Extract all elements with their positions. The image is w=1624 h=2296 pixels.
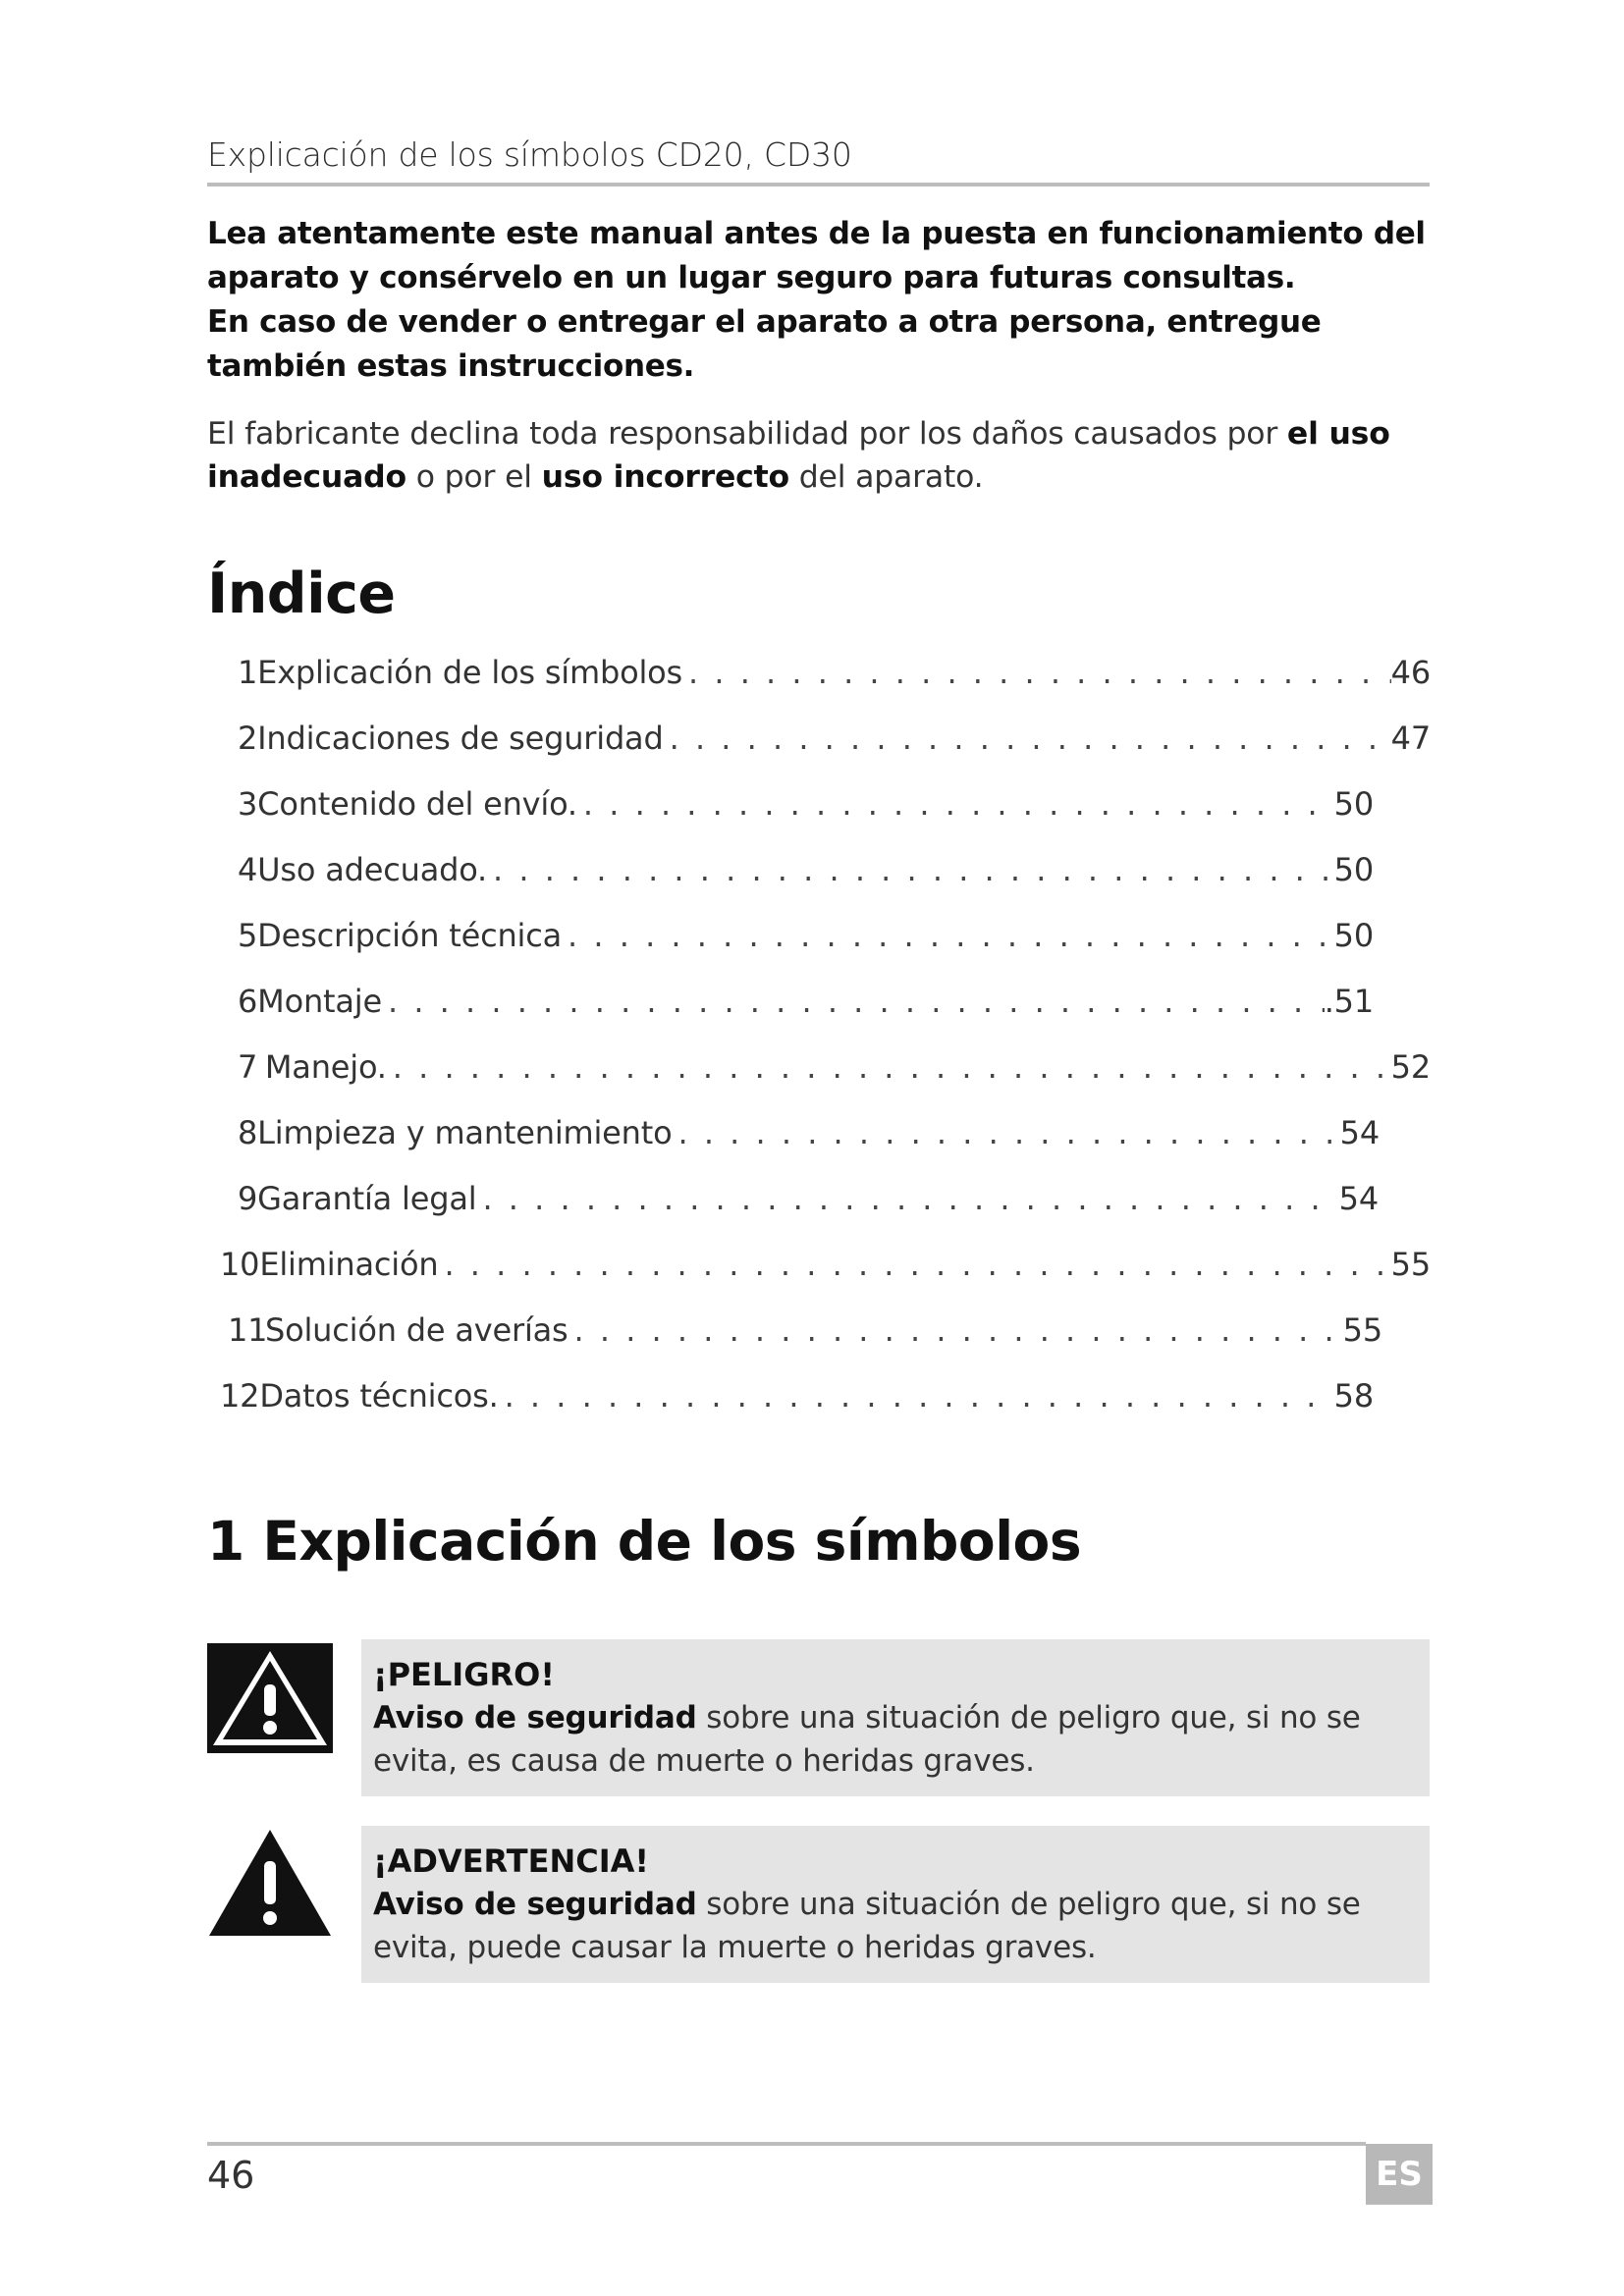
- toc-entry-page: 46: [1390, 654, 1431, 691]
- toc-entry-number: 4: [238, 851, 258, 888]
- toc-entry-title: Descripción técnica: [257, 917, 563, 954]
- toc-dot-leader: [568, 1311, 1343, 1349]
- toc-entry-number: 12: [220, 1377, 260, 1415]
- danger-lead: Aviso de seguridad: [373, 1700, 697, 1735]
- toc-entry-number: 7: [238, 1048, 258, 1086]
- toc-entry-number: 11: [228, 1311, 268, 1349]
- language-badge: ES: [1366, 2144, 1433, 2205]
- toc-entry-page: 50: [1333, 917, 1374, 954]
- toc-entry-title: Montaje: [257, 983, 382, 1020]
- toc-entry[interactable]: [238, 983, 1374, 1026]
- page-number: 46: [207, 2154, 255, 2197]
- toc-entry[interactable]: [238, 851, 1374, 894]
- toc-entry-title: Uso adecuado.: [257, 851, 488, 888]
- toc-dot-leader: [499, 1377, 1334, 1415]
- toc-entry-page: 55: [1390, 1246, 1431, 1283]
- disclaimer-bold-2: uso incorrecto: [541, 459, 789, 495]
- disclaimer-part-2: o por el: [406, 459, 542, 495]
- toc-dot-leader: [476, 1180, 1338, 1217]
- intro-line-1: Lea atentamente este manual antes de la puesta en funcionamiento del aparato y consérvelo en un lugar seguro para futuras consultas.: [207, 216, 1426, 295]
- toc-entry-title: Limpieza y mantenimiento: [257, 1114, 673, 1151]
- toc-entry-number: 3: [238, 785, 258, 823]
- toc-entry[interactable]: [220, 1377, 1374, 1420]
- toc-entry-title: Datos técnicos.: [259, 1377, 499, 1415]
- toc-entry-title: Manejo.: [264, 1048, 387, 1086]
- header-divider: [207, 183, 1430, 187]
- toc-entry[interactable]: [238, 720, 1431, 763]
- toc-entry-number: 6: [238, 983, 258, 1020]
- toc-dot-leader: [664, 720, 1391, 757]
- warning-icon: [207, 1828, 333, 1938]
- toc-entry-title: Garantía legal: [257, 1180, 477, 1217]
- toc-entry[interactable]: [238, 785, 1374, 828]
- toc-entry[interactable]: [238, 654, 1431, 697]
- toc-entry-page: 58: [1333, 1377, 1374, 1415]
- danger-text: [373, 1696, 1418, 1783]
- index-title: Índice: [207, 561, 396, 626]
- toc-entry-page: .51: [1324, 983, 1374, 1020]
- disclaimer-bold-1: el uso inadecuado: [207, 416, 1390, 495]
- danger-icon: [207, 1643, 333, 1753]
- toc-entry-page: 50: [1333, 851, 1374, 888]
- warning-heading: ¡ADVERTENCIA!: [373, 1842, 649, 1880]
- toc-dot-leader: [577, 785, 1334, 823]
- toc-entry-number: 5: [238, 917, 258, 954]
- danger-description: sobre una situación de peligro que, si no se evita, es causa de muerte o heridas graves.: [373, 1700, 1361, 1779]
- toc-entry-title: Indicaciones de seguridad: [257, 720, 664, 757]
- warning-notice: [361, 1826, 1430, 1983]
- toc-dot-leader: [487, 851, 1334, 888]
- disclaimer-part-1: El fabricante declina toda responsabilidad por los daños causados por: [207, 416, 1287, 452]
- toc-entry-number: 8: [238, 1114, 258, 1151]
- running-header: Explicación de los símbolos CD20, CD30: [207, 135, 852, 174]
- toc-entry-number: 2: [238, 720, 258, 757]
- toc-entry[interactable]: [220, 1246, 1431, 1289]
- danger-heading: ¡PELIGRO!: [373, 1656, 555, 1693]
- toc-entry-number: 1: [238, 654, 258, 691]
- toc-entry[interactable]: [238, 917, 1374, 960]
- toc-dot-leader: [387, 1048, 1391, 1086]
- toc-entry[interactable]: [238, 1048, 1431, 1092]
- toc-entry-page: 50: [1333, 785, 1374, 823]
- footer-divider: [207, 2142, 1366, 2146]
- toc-entry-page: 54: [1339, 1114, 1380, 1151]
- danger-notice: [361, 1639, 1430, 1796]
- toc-entry-title: Explicación de los símbolos: [257, 654, 682, 691]
- toc-entry-title: Eliminación: [259, 1246, 439, 1283]
- toc-entry-page: 54: [1338, 1180, 1379, 1217]
- toc-entry-number: 9: [238, 1180, 258, 1217]
- toc-entry[interactable]: [228, 1311, 1382, 1355]
- toc-entry-title: Solución de averías: [265, 1311, 568, 1349]
- warning-description: sobre una situación de peligro que, si no se evita, puede causar la muerte o heridas graves.: [373, 1887, 1361, 1965]
- warning-text: [373, 1883, 1418, 1969]
- toc-entry-page: 55: [1342, 1311, 1382, 1349]
- toc-dot-leader: [382, 983, 1325, 1020]
- disclaimer: [207, 412, 1435, 499]
- toc-dot-leader: [438, 1246, 1390, 1283]
- toc-dot-leader: [682, 654, 1391, 691]
- toc-entry-title: Contenido del envío.: [257, 785, 577, 823]
- disclaimer-part-3: del aparato.: [788, 459, 984, 495]
- toc-entry-page: 52: [1390, 1048, 1431, 1086]
- warning-lead: Aviso de seguridad: [373, 1887, 697, 1922]
- toc-entry[interactable]: [238, 1114, 1380, 1157]
- toc-dot-leader: [562, 917, 1334, 954]
- intro-notice: [207, 212, 1435, 389]
- toc-entry[interactable]: [238, 1180, 1379, 1223]
- section-title: 1 Explicación de los símbolos: [207, 1510, 1082, 1573]
- toc-entry-page: 47: [1390, 720, 1431, 757]
- intro-line-2: En caso de vender o entregar el aparato a otra persona, entregue también estas instrucciones.: [207, 304, 1322, 384]
- toc-dot-leader: [672, 1114, 1339, 1151]
- toc-entry-number: 10: [220, 1246, 260, 1283]
